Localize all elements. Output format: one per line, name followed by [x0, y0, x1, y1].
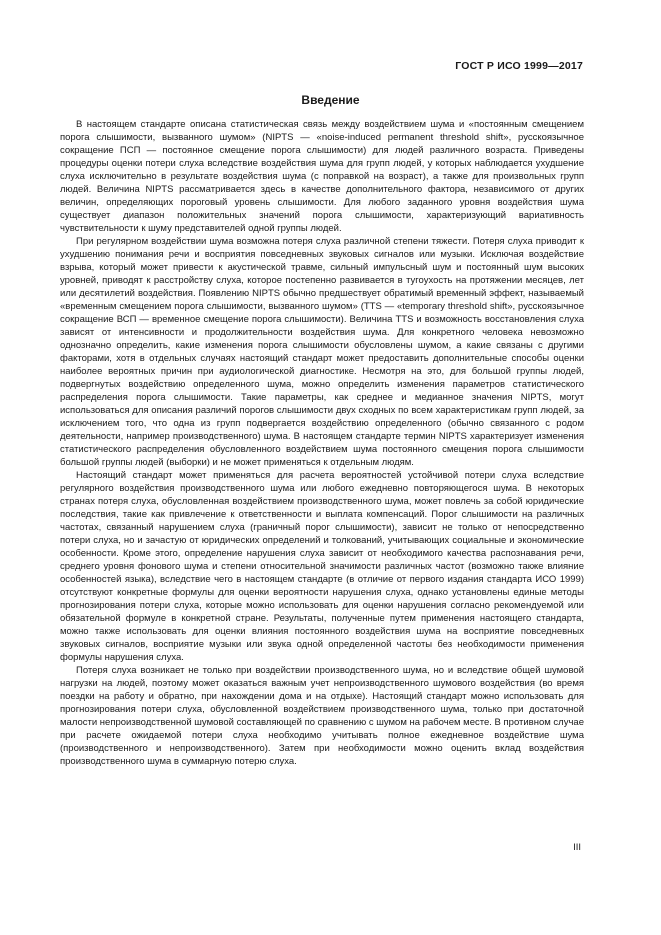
paragraph: Потеря слуха возникает не только при воздействии производственного шума, но и вследствие общей шумовой нагрузки на людей, поэтому может оказаться важным учет непроизводственного шумового воздействия (во время поездки на работу и обратно, при нахождении дома и на отдыхе). Настоящий стандарт можно использовать для прогнозирования потери слуха, обусловленной воздействием производственного шума, только при достаточной малости непроизводственной шумовой составляющей по сравнению с шумом на рабочем месте. В противном случае при расчете ожидаемой потери слуха необходимо учитывать полное ежедневное воздействие шума (производственного и непроизводственного). Затем при необходимости можно оценить вклад воздействия производственного шума в суммарную потерю слуха.: [60, 665, 584, 767]
document-code: ГОСТ Р ИСО 1999—2017: [455, 60, 583, 72]
paragraph: Настоящий стандарт может применяться для расчета вероятностей устойчивой потери слуха вследствие регулярного воздействия производственного шума или любого ежедневно повторяющегося шума. В некоторых странах потеря слуха, обусловленная воздействием производственного шума, может повлечь за собой юридические последствия, такие как привлечение к ответственности и выплата компенсаций. Порог слышимости на различных частотах, связанный нарушением слуха (граничный порог слышимости), зависит не только от непосредственно потери слуха, но и зачастую от юридических определений и толкований, учитывающих социальные и экономические особенности. Кроме этого, определение нарушения слуха зависит от необходимого качества распознавания речи, среднего уровня фонового шума и степени относительной значимости различных частот (возможно также влияние особенностей языка), вследствие чего в настоящем стандарте (в отличие от первого издания стандарта ИСО 1999) отсутствуют конкретные формулы для оценки вероятности нарушения слуха, однако установлены единые методы прогнозирования потери слуха, которые можно использовать для оценки нарушения согласно рекомендуемой или обязательной формуле в конкретной стране. Результаты, полученные путем применения настоящего стандарта, можно также использовать для оценки влияния постоянного воздействия шума на восприятие повседневных звуковых сигналов, восприятие музыки или звука одной определенной частоты без необходимости применения формулы нарушения слуха.: [60, 470, 584, 663]
paragraph: При регулярном воздействии шума возможна потеря слуха различной степени тяжести. Потеря слуха приводит к ухудшению понимания речи и восприятия повседневных звуковых сигналов или музыки. Исключая воздействие взрыва, который может привести к акустической травме, сильный импульсный шум и постоянный шум высоких уровней, приводят к расстройству слуха, которое постепенно развивается в тугоухость на протяжении месяцев, лет или десятилетий воздействия. Появлению NIPTS обычно предшествует обратимый временный эффект, называемый «временным смещением порога слышимости, вызванного шумом» (TTS — «temporary threshold shift», русскоязычное сокращение ВСП — временное смещение порога слышимости). Величина TTS и возможность восстановления слуха зависят от интенсивности и продолжительности воздействия шума. Для конкретного человека невозможно однозначно определить, какие изменения порога слышимости обусловлены шумом, а какие связаны с другими факторами, хотя в отдельных случаях настоящий стандарт может предоставить дополнительные способы оценки наиболее вероятных причин при аудиологической диагностике. Несмотря на это, для большой группы людей, подвергнутых воздействию определенного шума, можно определить изменения параметров статистического распределения порога слышимости. Такие параметры, как среднее и медианное значения NIPTS, могут использоваться для описания различий порогов слышимости двух сходных по всем характеристикам групп людей, за исключением того, что одна из групп подвергается воздействию определенного (обычно связанного с родом деятельности, например производственного) шума. В настоящем стандарте термин NIPTS характеризует изменения статистического распределения обусловленного воздействием шума постоянного смещения порога слышимости большой группы людей (выборки) и не может применяться к отдельным людям.: [60, 236, 584, 468]
body-text: [60, 118, 584, 768]
section-title: Введение: [301, 93, 360, 107]
page-number: III: [573, 842, 581, 853]
paragraph: В настоящем стандарте описана статистическая связь между воздействием шума и «постоянным смещением порога слышимости, вызванного шумом» (NIPTS — «noise-induced permanent threshold shift», русскоязычное сокращение ПСП — постоянное смещение порога слышимости) для людей различного возраста. Приведены процедуры оценки потери слуха вследствие воздействия шума для групп людей, у которых наблюдается ухудшение слуха исключительно в результате воздействия шума (с поправкой на возраст), а также для произвольных групп людей. Величина NIPTS рассматривается здесь в качестве дополнительного фактора, независимого от других величин, определяющих пороговый уровень слышимости. Для любого заданного уровня воздействия шума существует диапазон положительных значений порога слышимости, характеризующий вариативность чувствительности к шуму представителей одной группы людей.: [60, 119, 584, 234]
